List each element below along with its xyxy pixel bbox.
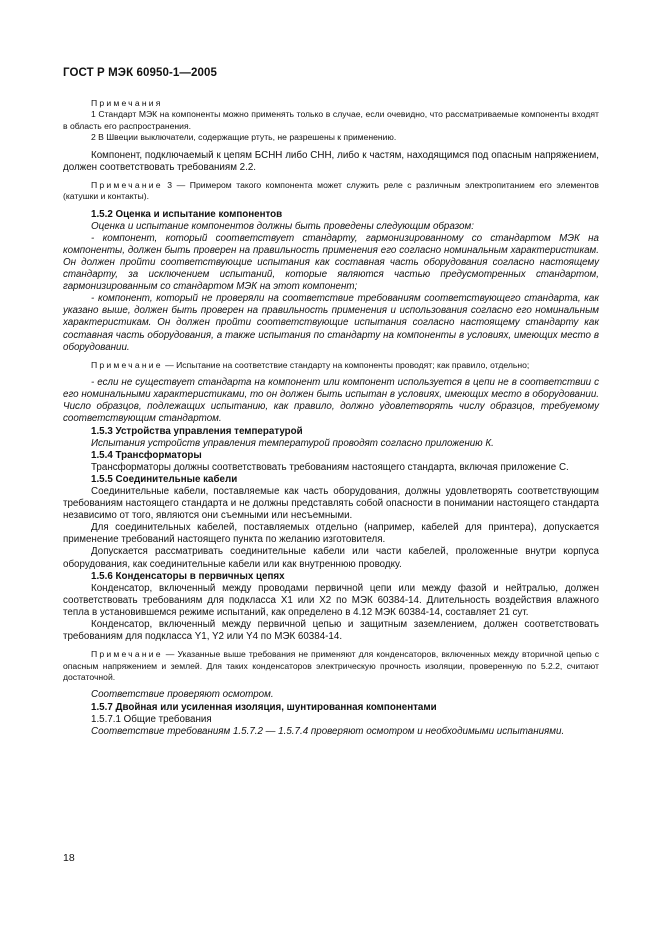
para-1-5-5-c: Допускается рассматривать соединительные кабели или части кабелей, проложенные внутри корпуса оборудования, как соединительные кабели или как внутреннюю проводку.	[63, 546, 599, 570]
heading-1-5-3: 1.5.3 Устройства управления температурой	[91, 425, 303, 437]
heading-1-5-7-1: 1.5.7.1 Общие требования	[91, 713, 212, 725]
note-5-paragraph	[63, 649, 599, 683]
note-4-paragraph	[63, 360, 599, 371]
para-1-5-5-a: Соединительные кабели, поставляемые как часть оборудования, должны удовлетворять соответствующим требованиям настоящего стандарта и не должны представлять собой опасности в понимании настоящего стандарта независимо от того, являются они съемными или несъемными.	[63, 486, 599, 522]
heading-1-5-5: 1.5.5 Соединительные кабели	[91, 473, 238, 485]
para-1-5-2-item-2: - компонент, который не проверяли на соответствие требованиям соответствующего стандарта, как указано выше, должен быть проверен на правильность применения и использования согласно его номинальным характеристикам. Он должен пройти соответствующие испытания согласно настоящему стандарту как составная часть оборудования, а также испытания по стандарту на компоненты в условиях, имеющих место в оборудовании.	[63, 293, 599, 353]
heading-1-5-2: 1.5.2 Оценка и испытание компонентов	[91, 208, 283, 220]
page-number: 18	[63, 852, 75, 864]
page-content	[63, 98, 599, 738]
para-1-5-5-b: Для соединительных кабелей, поставляемых отдельно (например, кабелей для принтера), допускается применение требований настоящего пункта по желанию изготовителя.	[63, 522, 599, 546]
para-1-5-2-item-3: - если не существует стандарта на компонент или компонент используется в цепи не в соответствии с его номинальными характеристиками, то он должен быть испытан в условиях, имеющих место в оборудовании. Число образцов, подлежащих испытанию, как правило, должно удовлетворять числу образцов, требуемому соответствующим стандартом.	[63, 377, 599, 425]
page-header: ГОСТ Р МЭК 60950-1—2005	[63, 67, 217, 79]
heading-1-5-4: 1.5.4 Трансформаторы	[91, 449, 202, 461]
note-5-text: — Указанные выше требования не применяют для конденсаторов, включенных между вторичной цепью с опасным напряжением и землей. Для таких конденсаторов электрическую прочность изоляции, проверенную по 5.2.2, считают достаточной.	[63, 649, 599, 683]
para-1-5-3: Испытания устройств управления температурой проводят согласно приложению К.	[91, 437, 494, 449]
para-1-5-2-intro: Оценка и испытание компонентов должны быть проведены следующим образом:	[91, 220, 474, 232]
para-1-5-6-check: Соответствие проверяют осмотром.	[91, 689, 274, 701]
para-1-5-4: Трансформаторы должны соответствовать требованиям настоящего стандарта, включая приложение С.	[91, 461, 569, 473]
heading-1-5-6: 1.5.6 Конденсаторы в первичных цепях	[91, 570, 285, 582]
note-4-label: Примечание	[91, 359, 163, 370]
note-3-paragraph	[63, 180, 599, 203]
para-1-5-6-a: Конденсатор, включенный между проводами первичной цепи или между фазой и нейтралью, должен соответствовать требованиям для подкласса Х1 или Х2 по МЭК 60384-14. Длительность воздействия влажного тепла в установившемся режиме испытаний, как определено в 4.12 МЭК 60384-14, составляет 21 сут.	[63, 582, 599, 618]
note-3-text: 3 — Примером такого компонента может служить реле с различным электропитанием его элементов (катушки и контакты).	[63, 179, 599, 202]
para-1-5-6-b: Конденсатор, включенный между первичной цепью и защитным заземлением, должен соответствовать требованиям для подкласса Y1, Y2 или Y4 по МЭК 60384-14.	[63, 619, 599, 643]
para-component: Компонент, подключаемый к цепям БСНН либо СНН, либо к частям, находящимся под опасным напряжением, должен соответствовать требованиям 2.2.	[63, 149, 599, 173]
note-2: 2 В Швеции выключатели, содержащие ртуть, не разрешены к применению.	[91, 132, 397, 143]
notes-title: Примечания	[91, 98, 163, 108]
note-5-label: Примечание	[91, 649, 163, 660]
note-3-label: Примечание	[91, 179, 163, 190]
note-4-text: — Испытание на соответствие стандарту на компоненты проводят; как правило, отдельно;	[162, 359, 530, 370]
note-1: 1 Стандарт МЭК на компоненты можно применять только в случае, если очевидно, что рассматриваемые компоненты входят в область его распространения.	[63, 109, 599, 131]
heading-1-5-7: 1.5.7 Двойная или усиленная изоляция, шунтированная компонентами	[91, 701, 437, 713]
para-1-5-7-1: Соответствие требованиям 1.5.7.2 — 1.5.7.4 проверяют осмотром и необходимыми испытаниями.	[91, 725, 565, 737]
para-1-5-2-item-1: - компонент, который соответствует стандарту, гармонизированному со стандартом МЭК на компоненты, должен быть проверен на правильность применения его согласно номинальным характеристикам. Он должен пройти соответствующие испытания как составная часть оборудования согласно настоящему стандарту, за исключением испытаний, которые являются частью предусмотренных стандартом, гармонизированным со стандартом МЭК на этот компонент;	[63, 232, 599, 293]
